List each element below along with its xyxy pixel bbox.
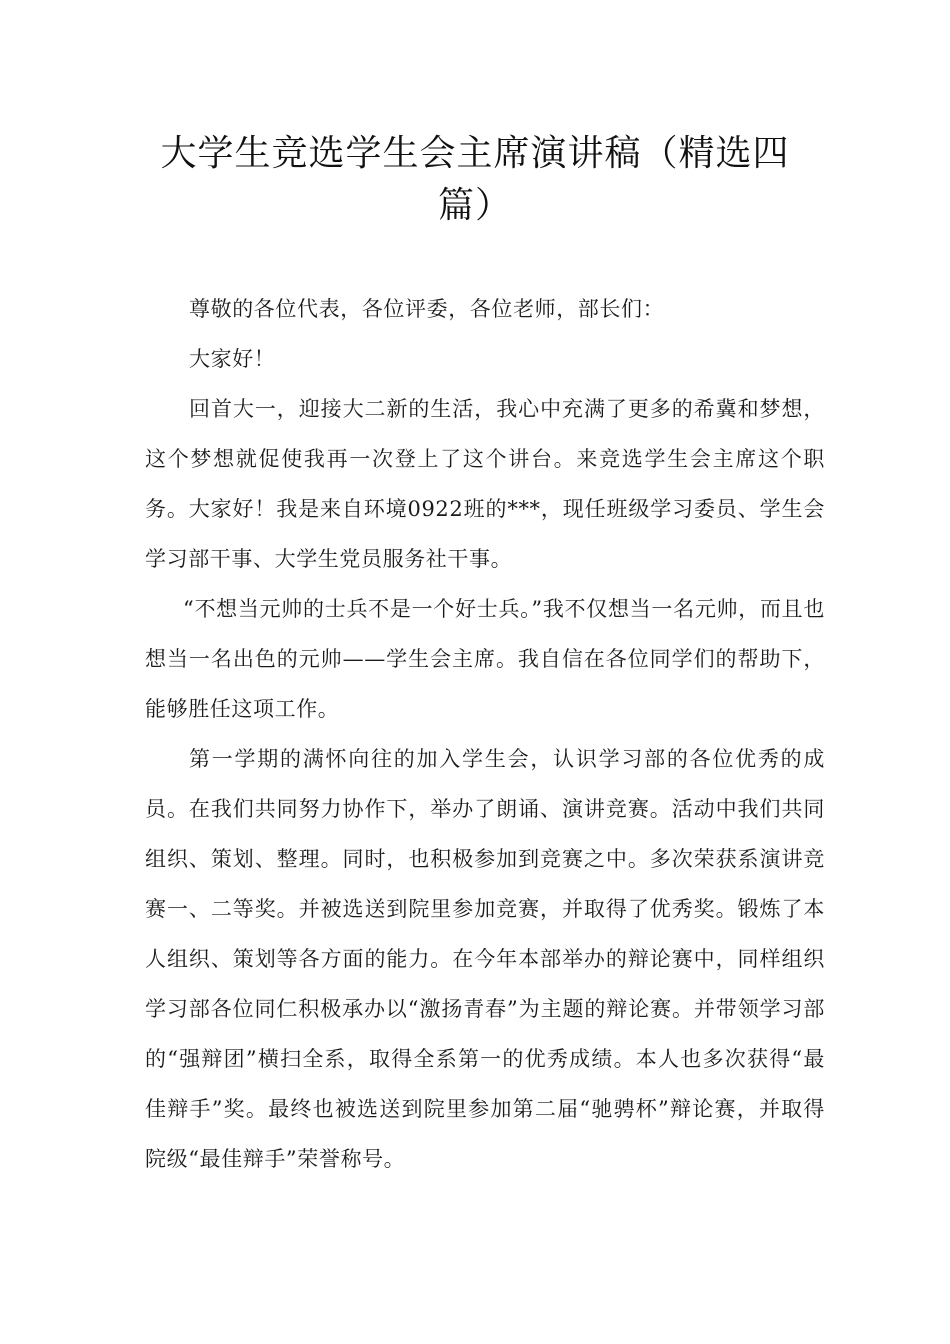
motto-paragraph: “不想当元帅的士兵不是一个好士兵。”我不仅想当一名元帅，而且也想当一名出色的元帅——学生会主席。我自信在各位同学们的帮助下，能够胜任这项工作。 — [145, 597, 825, 721]
title-line-2: 篇） — [437, 185, 512, 226]
introduction-paragraph: 回首大一，迎接大二新的生活，我心中充满了更多的希冀和梦想，这个梦想就促使我再一次登上了这个讲台。来竞选学生会主席这个职务。大家好！我是来自环境0922班的***，现任班级学习委员、学生会学习部干事、大学生党员服务社干事。 — [145, 397, 825, 571]
document-title — [100, 128, 850, 232]
greeting-paragraph: 大家好！ — [189, 347, 276, 371]
salutation-paragraph: 尊敬的各位代表，各位评委，各位老师，部长们： — [189, 297, 665, 321]
experience-paragraph: 第一学期的满怀向往的加入学生会，认识学习部的各位优秀的成员。在我们共同努力协作下，举办了朗诵、演讲竞赛。活动中我们共同组织、策划、整理。同时，也积极参加到竞赛之中。多次荣获系演讲竞赛一、二等奖。并被选送到院里参加竞赛，并取得了优秀奖。锻炼了本人组织、策划等各方面的能力。在今年本部举办的辩论赛中，同样组织学习部各位同仁积极承办以“激扬青春”为主题的辩论赛。并带领学习部的“强辩团”横扫全系，取得全系第一的优秀成绩。本人也多次获得“最佳辩手”奖。最终也被选送到院里参加第二届“驰骋杯”辩论赛，并取得院级“最佳辩手”荣誉称号。 — [145, 747, 825, 1171]
title-line-1: 大学生竞选学生会主席演讲稿（精选四 — [160, 133, 790, 174]
document-body — [145, 284, 825, 1184]
